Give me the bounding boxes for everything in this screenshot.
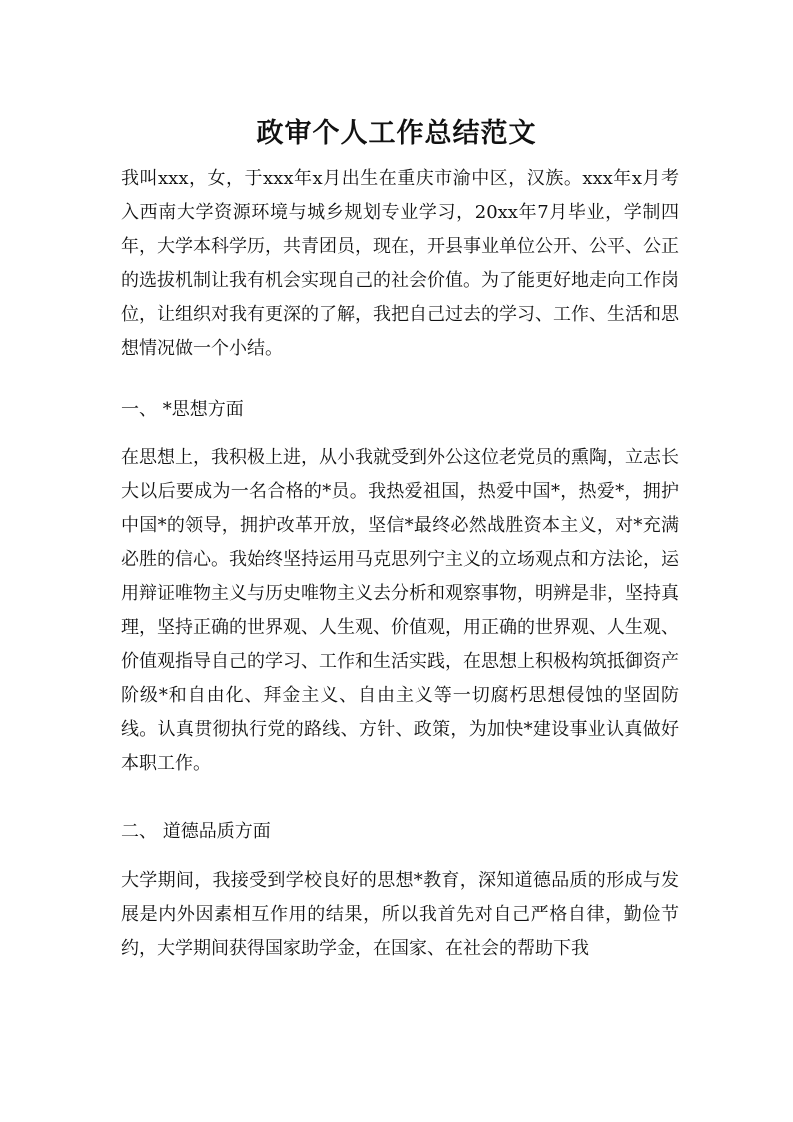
document-title: 政审个人工作总结范文 — [256, 118, 537, 150]
section-heading-morality: 二、 道德品质方面 — [121, 821, 271, 842]
paragraph-intro: 我叫xxx，女，于xxx年x月出生在重庆市渝中区，汉族。xxx年x月考入西南大学资源环境与城乡规划专业学习，20xx年7月毕业，学制四年，大学本科学历，共青团员，现在，开县事业单位公开、公平、公正的选拔机制让我有机会实现自己的社会价值。为了能更好地走向工作岗位，让组织对我有更深的了解，我把自己过去的学习、工作、生活和思想情况做一个小结。 — [121, 168, 679, 359]
paragraph-morality: 大学期间，我接受到学校良好的思想*教育，深知道德品质的形成与发展是内外因素相互作用的结果，所以我首先对自己严格自律，勤俭节约，大学期间获得国家助学金，在国家、在社会的帮助下我 — [121, 870, 679, 959]
section-heading-thought: 一、 *思想方面 — [121, 399, 244, 420]
paragraph-thought: 在思想上，我积极上进，从小我就受到外公这位老党员的熏陶，立志长大以后要成为一名合格的*员。我热爱祖国，热爱中国*，热爱*，拥护中国*的领导，拥护改革开放，坚信*最终必然战胜资本主义，对*充满必胜的信心。我始终坚持运用马克思列宁主义的立场观点和方法论，运用辩证唯物主义与历史唯物主义去分析和观察事物，明辨是非，坚持真理，坚持正确的世界观、人生观、价值观，用正确的世界观、人生观、价值观指导自己的学习、工作和生活实践，在思想上积极构筑抵御资产阶级*和自由化、拜金主义、自由主义等一切腐朽思想侵蚀的坚固防线。认真贯彻执行党的路线、方针、政策，为加快*建设事业认真做好本职工作。 — [121, 447, 679, 774]
